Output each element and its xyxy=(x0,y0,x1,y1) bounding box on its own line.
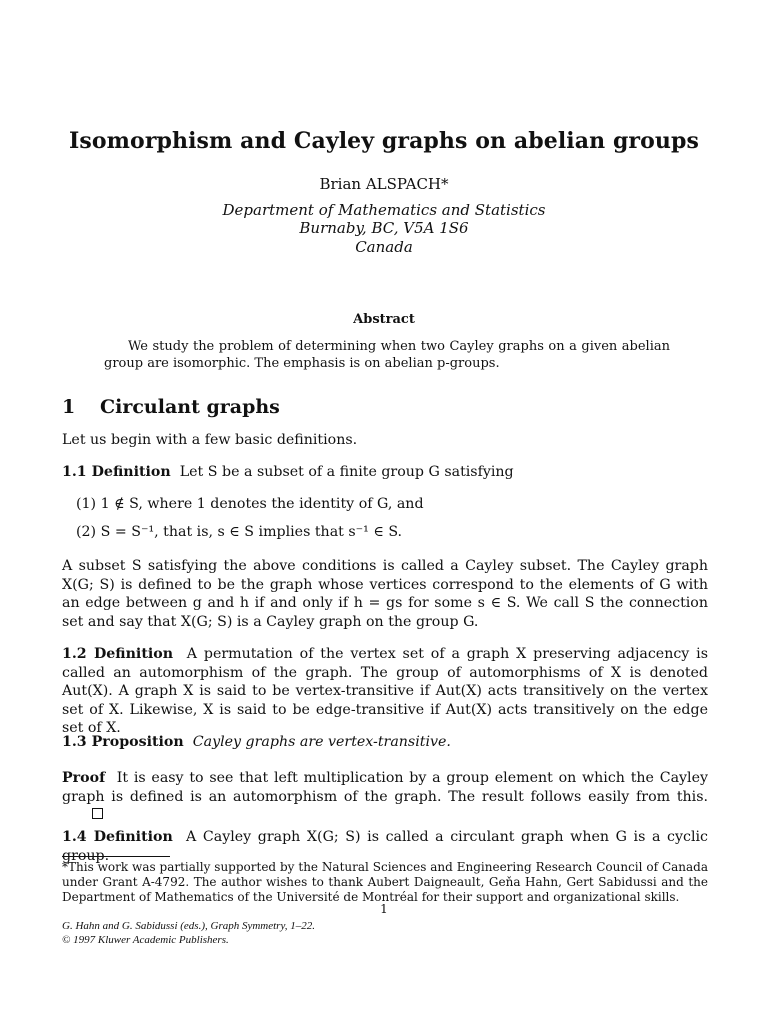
abstract-text: We study the problem of determining when two Cayley graphs on a given abelian group are isomorphic. The emphasis is on abelian p-groups. xyxy=(104,339,670,371)
page-number: 1 xyxy=(380,902,388,916)
proof-paragraph xyxy=(62,769,708,825)
publication-copyright: © 1997 Kluwer Academic Publishers. xyxy=(62,934,229,946)
cayley-paragraph: A subset S satisfying the above conditions is called a Cayley subset. The Cayley graph X(G; S) is defined to be the graph whose vertices correspond to the elements of G with an edge between g and h if and only if h = gs for some s ∈ S. We call S the connection set and say that X(G; S) is a Cayley graph on the group G. xyxy=(62,558,708,630)
definition-1-1 xyxy=(62,463,708,482)
definition-1-2-text: A permutation of the vertex set of a graph X preserving adjacency is called an automorphism of the graph. The group of automorphisms of X is denoted Aut(X). A graph X is said to be vertex-transitive if Aut(X) acts transitively on the vertex set of X. Likewise, X is said to be edge-transitive if Aut(X) acts transitively on the edge set of X. xyxy=(62,646,708,736)
definition-1-2-label: 1.2 Definition xyxy=(62,646,174,662)
proposition-1-3 xyxy=(62,733,708,752)
proposition-1-3-label: 1.3 Proposition xyxy=(62,734,184,750)
section-title: Circulant graphs xyxy=(100,396,280,418)
definition-1-4-label: 1.4 Definition xyxy=(62,829,173,845)
proof-text: It is easy to see that left multiplication by a group element on which the Cayley graph is defined is an automorphism of the graph. The result follows easily from this. xyxy=(62,770,708,805)
definition-1-1-label: 1.1 Definition xyxy=(62,464,171,480)
section-number: 1 xyxy=(62,396,76,418)
qed-box-icon xyxy=(92,808,103,819)
proposition-1-3-text: Cayley graphs are vertex-transitive. xyxy=(192,734,451,750)
proof-label: Proof xyxy=(62,770,106,786)
affiliation-line-3: Canada xyxy=(355,238,413,256)
definition-1-4-text: A Cayley graph X(G; S) is called a circulant graph when G is a cyclic group. xyxy=(62,829,708,864)
affiliation-line-1: Department of Mathematics and Statistics xyxy=(222,201,546,219)
footnote-rule xyxy=(62,856,170,857)
definition-1-2 xyxy=(62,645,708,738)
intro-paragraph: Let us begin with a few basic definitions. xyxy=(62,432,358,448)
author-name: Brian ALSPACH* xyxy=(319,175,449,193)
definition-item-1: (1) 1 ∉ S, where 1 denotes the identity of G, and xyxy=(76,496,424,512)
definition-1-1-text: Let S be a subset of a finite group G satisfying xyxy=(179,464,514,480)
affiliation-line-2: Burnaby, BC, V5A 1S6 xyxy=(299,219,469,237)
definition-item-2: (2) S = S⁻¹, that is, s ∈ S implies that s⁻¹ ∈ S. xyxy=(76,524,403,540)
abstract-heading: Abstract xyxy=(353,312,415,327)
paper-title: Isomorphism and Cayley graphs on abelian groups xyxy=(69,128,699,154)
section-heading xyxy=(62,396,280,418)
footnote: *This work was partially supported by the Natural Sciences and Engineering Research Council of Canada under Grant A-4792. The author wishes to thank Aubert Daigneault, Geňa Hahn, Gert Sabidussi and the Department of Mathematics of the Université de Montréal for their support and organizational skills. xyxy=(62,860,708,904)
publication-citation: G. Hahn and G. Sabidussi (eds.), Graph Symmetry, 1–22. xyxy=(62,920,315,932)
